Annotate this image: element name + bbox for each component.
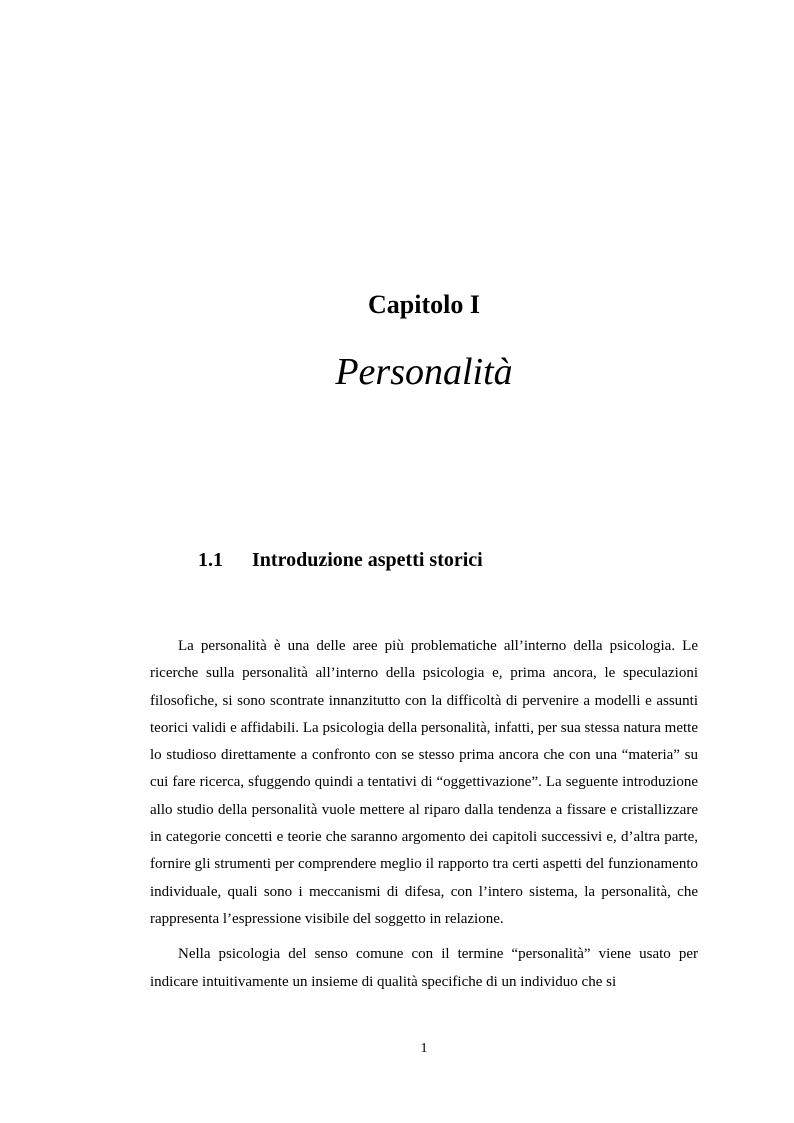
chapter-label: Capitolo I bbox=[368, 290, 480, 319]
section-number: 1.1 bbox=[198, 549, 223, 571]
body-text bbox=[150, 633, 698, 1004]
section-heading bbox=[198, 546, 483, 574]
page-number: 1 bbox=[420, 1041, 428, 1056]
section-title: Introduzione aspetti storici bbox=[252, 549, 483, 571]
paragraph: La personalità è una delle aree più problematiche all’interno della psicologia. Le ricerche sulla personalità all’interno della psicologia e, prima ancora, le speculazioni filosofiche, si sono scontrate innanzitutto con la difficoltà di pervenire a modelli e assunti teorici validi e affidabili. La psicologia della personalità, infatti, per sua stessa natura mette lo studioso direttamente a confronto con se stesso prima ancora che con una “materia” su cui fare ricerca, sfuggendo quindi a tentativi di “oggettivazione”. La seguente introduzione allo studio della personalità vuole mettere al riparo dalla tendenza a fissare e cristallizzare in categorie concetti e teorie che saranno argomento dei capitoli successivi e, d’altra parte, fornire gli strumenti per comprendere meglio il rapporto tra certi aspetti del funzionamento individuale, quali sono i meccanismi di difesa, con l’intero sistema, la personalità, che rappresenta l’espressione visibile del soggetto in relazione. bbox=[150, 638, 698, 927]
paragraph: Nella psicologia del senso comune con il termine “personalità” viene usato per indicare intuitivamente un insieme di qualità specifiche di un individuo che si bbox=[150, 946, 698, 990]
chapter-title: Personalità bbox=[335, 351, 513, 393]
